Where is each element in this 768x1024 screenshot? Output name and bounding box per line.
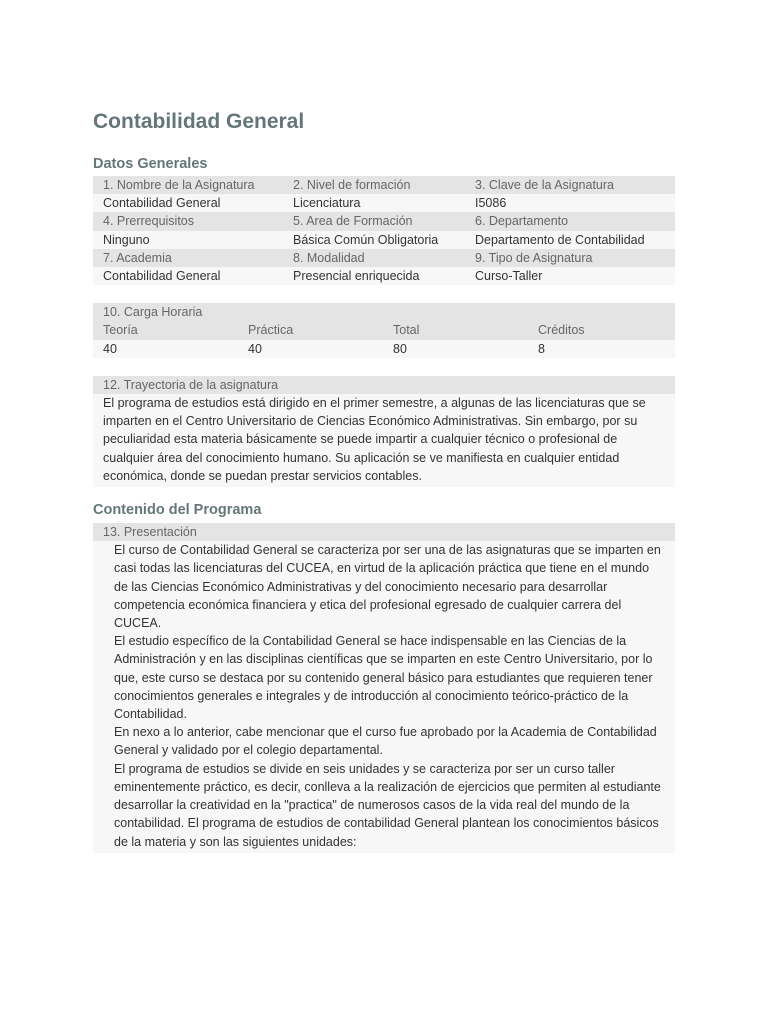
section-heading-contenido: Contenido del Programa	[93, 502, 262, 519]
value-area: Básica Común Obligatoria	[293, 232, 439, 247]
label-tipo: 9. Tipo de Asignatura	[475, 250, 593, 265]
table-row	[93, 321, 675, 339]
table-row	[93, 249, 675, 267]
value-departamento: Departamento de Contabilidad	[475, 232, 645, 247]
document-page	[93, 104, 675, 853]
label-modalidad: 8. Modalidad	[293, 250, 365, 265]
value-tipo: Curso-Taller	[475, 269, 543, 284]
trayectoria-block	[93, 376, 675, 487]
label-prerrequisitos: 4. Prerrequisitos	[103, 214, 195, 229]
table-row	[93, 194, 675, 212]
table-row	[93, 231, 675, 249]
value-prerrequisitos: Ninguno	[103, 232, 150, 247]
header-practica: Práctica	[248, 323, 294, 338]
label-nombre: 1. Nombre de la Asignatura	[103, 178, 255, 192]
label-presentacion: 13. Presentación	[93, 523, 675, 541]
label-departamento: 6. Departamento	[475, 214, 569, 229]
value-practica: 40	[248, 341, 262, 356]
presentacion-paragraph: El estudio específico de la Contabilidad General se hace indispensable en las Ciencias de la Administración y en las disciplinas científicas que se imparten en este Centro Universitario, por lo que, este curso se destaca por su contenido general básico para estudiantes que requieren tener conocimientos generales e integrales y de introducción al conocimiento teórico-práctico de la Contabilidad.	[114, 634, 653, 722]
table-row	[93, 267, 675, 285]
label-academia: 7. Academia	[103, 250, 172, 265]
text-trayectoria: El programa de estudios está dirigido en el primer semestre, a algunas de las licenciaturas que se imparten en el Centro Universitario de Ciencias Económico Administrativas. Sin embargo, por su peculiaridad esta materia básicamente se puede impartir a cualquier técnico o profesional de cualquier área del conocimiento humano. Su aplicación se ve manifiesta en cualquier entidad económica, donde se puedan prestar servicios contables.	[93, 394, 675, 487]
value-nombre: Contabilidad General	[103, 196, 221, 211]
value-creditos: 8	[538, 341, 545, 356]
header-teoria: Teoría	[103, 323, 138, 338]
table-row	[93, 176, 675, 194]
table-row	[93, 303, 675, 321]
value-academia: Contabilidad General	[103, 269, 221, 284]
value-clave: I5086	[475, 196, 507, 211]
presentacion-paragraph: El curso de Contabilidad General se caracteriza por ser una de las asignaturas que se imparten en casi todas las licenciaturas del CUCEA, en virtud de la aplicación práctica que tiene en el mundo de las Ciencias Económico Administrativas y del conocimiento necesario para desarrollar competencia económica financiera y etica del profesional egresado de cualquier carrera del CUCEA.	[114, 543, 661, 631]
header-creditos: Créditos	[538, 323, 585, 338]
label-area: 5. Area de Formación	[293, 214, 413, 229]
label-trayectoria: 12. Trayectoria de la asignatura	[93, 376, 675, 394]
section-heading-datos-generales: Datos Generales	[93, 156, 208, 172]
value-total: 80	[393, 341, 407, 356]
table-row	[93, 212, 675, 230]
value-teoria: 40	[103, 341, 117, 356]
page-title: Contabilidad General	[93, 110, 305, 133]
carga-horaria-table	[93, 303, 675, 358]
text-presentacion	[93, 541, 675, 852]
presentacion-block	[93, 523, 675, 853]
value-nivel: Licenciatura	[293, 196, 361, 211]
header-total: Total	[393, 323, 420, 338]
presentacion-paragraph: En nexo a lo anterior, cabe mencionar que el curso fue aprobado por la Academia de Contabilidad General y validado por el colegio departamental.	[114, 725, 657, 758]
label-clave: 3. Clave de la Asignatura	[475, 178, 614, 192]
label-nivel: 2. Nivel de formación	[293, 178, 411, 192]
datos-generales-table	[93, 176, 675, 285]
value-modalidad: Presencial enriquecida	[293, 269, 420, 284]
presentacion-paragraph: El programa de estudios se divide en seis unidades y se caracteriza por ser un curso taller eminentemente práctico, es decir, conlleva a la realización de ejercicios que permiten al estudiante desarrollar la creatividad en la "practica" de numerosos casos de la vida real del mundo de la contabilidad. El programa de estudios de contabilidad General plantean los conocimientos básicos de la materia y son las siguientes unidades:	[114, 761, 661, 849]
label-carga-horaria: 10. Carga Horaria	[103, 305, 203, 320]
table-row	[93, 340, 675, 358]
